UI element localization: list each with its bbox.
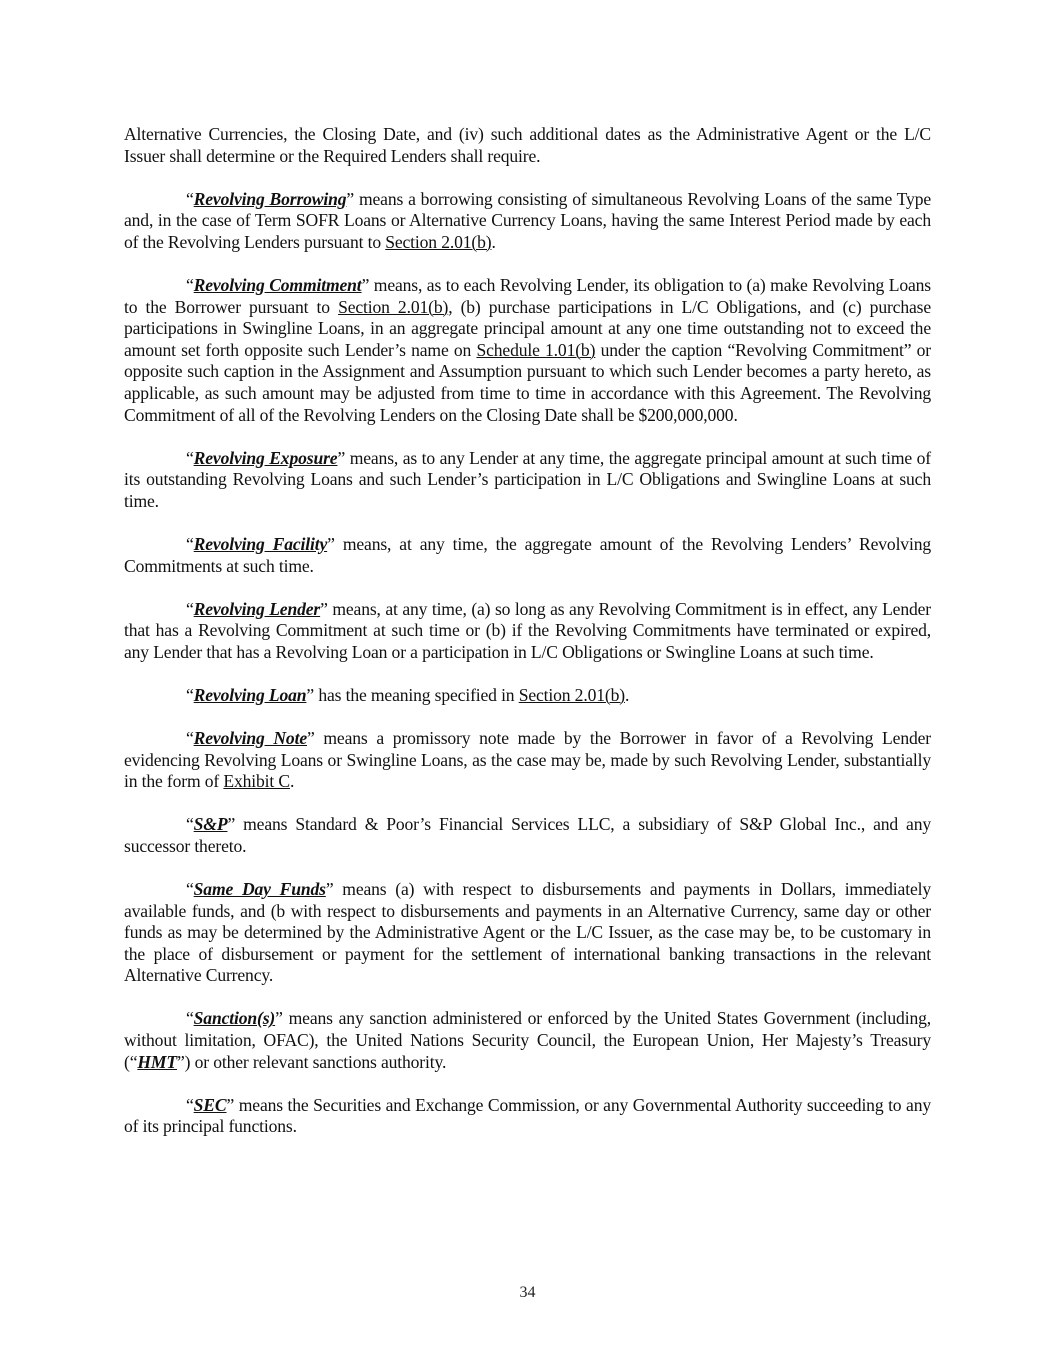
close-quote: ” bbox=[227, 814, 236, 835]
defined-term-hmt: HMT bbox=[137, 1051, 178, 1072]
definition-text: means a promissory note made by the Borrower in favor of a Revolving Lender evidencing Revolving Loans or Swingline Loans, as the case may be, made by such Revolving Lender, substantially in the form of bbox=[124, 727, 931, 792]
definition-text: means any sanction administered or enforced by the United States Government (including, without limitation, OFAC), the United Nations Security Council, the European Union, Her Majesty’s Treasury (“ bbox=[124, 1008, 931, 1072]
intro-paragraph bbox=[124, 124, 931, 167]
definition-revolving-exposure bbox=[124, 448, 931, 513]
section-reference-link[interactable]: Section 2.01(b) bbox=[518, 684, 625, 705]
definition-revolving-borrowing bbox=[124, 189, 931, 254]
open-quote: “ bbox=[186, 188, 194, 209]
definition-text: means, at any time, the aggregate amount of the Revolving Lenders’ Revolving Commitments at such time. bbox=[124, 533, 931, 576]
defined-term: Revolving Note bbox=[193, 727, 307, 748]
definition-revolving-facility bbox=[124, 534, 931, 577]
close-quote: ” bbox=[320, 598, 328, 619]
definition-text: ”) or other relevant sanctions authority. bbox=[177, 1051, 447, 1072]
defined-term: Revolving Borrowing bbox=[193, 188, 347, 209]
close-quote: ” bbox=[306, 727, 315, 748]
definition-same-day-funds bbox=[124, 879, 931, 987]
defined-term: Same Day Funds bbox=[193, 878, 326, 899]
defined-term: SEC bbox=[193, 1094, 227, 1115]
close-quote: ” bbox=[306, 684, 315, 705]
close-quote: ” bbox=[346, 188, 355, 209]
open-quote: “ bbox=[186, 814, 194, 835]
defined-term: S&P bbox=[193, 814, 228, 835]
page-number: 34 bbox=[519, 1284, 536, 1301]
open-quote: “ bbox=[186, 684, 194, 705]
close-quote: ” bbox=[337, 447, 346, 468]
open-quote: “ bbox=[186, 598, 194, 619]
definition-text: , (b) purchase participations in L/C Obligations, and (c) purchase participations in Swingline Loans, in an aggregate principal amount at any one time outstanding not to exceed the amount set forth opposite such Lender’s name on bbox=[124, 296, 931, 360]
definition-text: has the meaning specified in bbox=[314, 684, 519, 705]
open-quote: “ bbox=[186, 274, 194, 295]
definition-text: . bbox=[289, 771, 295, 792]
definition-text: means, as to any Lender at any time, the aggregate principal amount at such time of its outstanding Revolving Loans and such Lender’s participation in L/C Obligations and Swingline Loans at such time. bbox=[124, 447, 931, 511]
close-quote: ” bbox=[327, 533, 335, 554]
definition-text: means (a) with respect to disbursements and payments in Dollars, immediately available funds, and (b with respect to disbursements and payments in an Alternative Currency, same day or other funds as may be determined by the Administrative Agent or the L/C Issuer, as the case may be, to be customary in the place of disbursement or payment for the settlement of international banking transactions in the relevant Alternative Currency. bbox=[124, 878, 931, 986]
defined-term: Revolving Exposure bbox=[193, 447, 338, 468]
section-reference-link[interactable]: Section 2.01(b) bbox=[385, 231, 492, 252]
open-quote: “ bbox=[186, 1094, 194, 1115]
close-quote: ” bbox=[361, 274, 370, 295]
open-quote: “ bbox=[186, 1008, 194, 1029]
intro-text: Alternative Currencies, the Closing Date, and (iv) such additional dates as the Administrative Agent or the L/C Issuer shall determine or the Required Lenders shall require. bbox=[124, 124, 931, 166]
open-quote: “ bbox=[186, 727, 194, 748]
definition-revolving-commitment bbox=[124, 275, 931, 426]
close-quote: ” bbox=[226, 1094, 235, 1115]
defined-term: Revolving Lender bbox=[193, 598, 321, 619]
section-reference-link[interactable]: Section 2.01(b) bbox=[338, 296, 449, 317]
definition-text: means a borrowing consisting of simultaneous Revolving Loans of the same Type and, in the case of Term SOFR Loans or Alternative Currency Loans, having the same Interest Period made by each of the Revolving Lenders pursuant to bbox=[124, 188, 932, 252]
open-quote: “ bbox=[186, 447, 194, 468]
definition-revolving-loan bbox=[124, 685, 931, 707]
close-quote: ” bbox=[325, 878, 334, 899]
definition-text: under the caption “Revolving Commitment” or opposite such caption in the Assignment and Assumption pursuant to which such Lender becomes a party hereto, as applicable, as such amount may be adjusted from time to time in accordance with this Agreement. The Revolving Commitment of all of the Revolving Lenders on the Closing Date shall be $200,000,000. bbox=[124, 339, 931, 425]
defined-term: Revolving Commitment bbox=[193, 274, 362, 295]
exhibit-reference-link[interactable]: Exhibit C bbox=[223, 771, 290, 792]
defined-term: Revolving Loan bbox=[193, 684, 307, 705]
open-quote: “ bbox=[186, 878, 194, 899]
definition-revolving-lender bbox=[124, 599, 931, 664]
definition-text: means the Securities and Exchange Commission, or any Governmental Authority succeeding to any of its principal functions. bbox=[124, 1094, 931, 1137]
defined-term: Revolving Facility bbox=[193, 533, 328, 554]
defined-term: Sanction(s) bbox=[193, 1008, 276, 1029]
open-quote: “ bbox=[186, 533, 194, 554]
schedule-reference-link[interactable]: Schedule 1.01(b) bbox=[476, 339, 596, 360]
definition-sanctions bbox=[124, 1008, 931, 1073]
document-page bbox=[124, 124, 931, 1159]
definition-text: means Standard & Poor’s Financial Services LLC, a subsidiary of S&P Global Inc., and any successor thereto. bbox=[124, 814, 931, 856]
definition-text: . bbox=[491, 231, 496, 252]
definition-sec bbox=[124, 1095, 931, 1138]
definition-revolving-note bbox=[124, 728, 931, 793]
close-quote: ” bbox=[275, 1008, 283, 1029]
definition-text: . bbox=[624, 684, 630, 705]
definition-text: means, as to each Revolving Lender, its obligation to (a) make Revolving Loans to the Borrower pursuant to bbox=[124, 274, 932, 317]
definition-text: means, at any time, (a) so long as any Revolving Commitment is in effect, any Lender that has a Revolving Commitment at such time or (b) if the Revolving Commitments have terminated or expired, any Lender that has a Revolving Loan or a participation in L/C Obligations or Swingline Loans at such time. bbox=[124, 598, 932, 662]
definition-s-and-p bbox=[124, 814, 931, 857]
